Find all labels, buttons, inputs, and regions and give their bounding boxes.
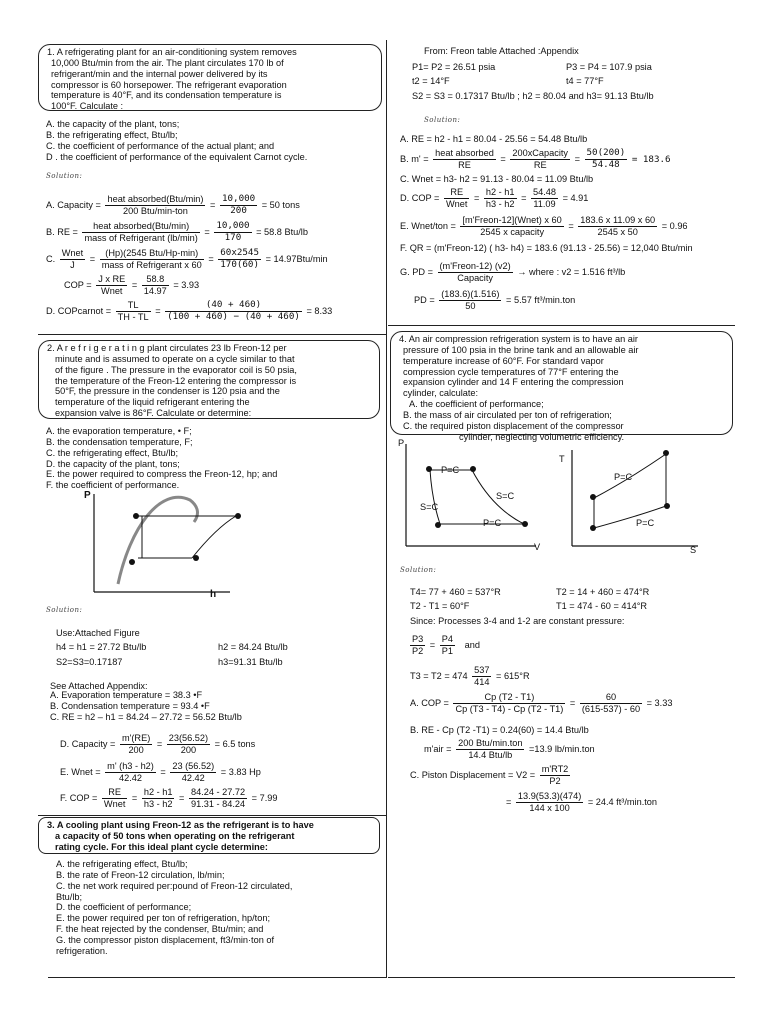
section-divider [38, 815, 386, 816]
problem-4-item: A. the coefficient of performance; [409, 399, 544, 410]
pv-diagram [396, 438, 546, 556]
numerator: 10,000 [216, 220, 250, 231]
fraction [218, 248, 261, 271]
pv-pc-top: P=C [441, 465, 460, 475]
problem-2-line: 50°F, the pressure in the condenser is 120 psia and the [55, 386, 280, 397]
problem-4-line: pressure of 100 psia in the brine tank and an allowable air [403, 344, 639, 355]
denominator: (615-537) - 60 [581, 703, 641, 714]
result: → where : v2 = 1.516 ft³/lb [517, 266, 626, 277]
denominator: h3 - h2 [143, 798, 173, 809]
point-4-marker [590, 494, 596, 500]
numerator: (183.6)(1.516) [441, 289, 500, 299]
p4-solution-b: B. RE - Cp (T2 -T1) = 0.24(60) = 14.4 Btu/lb [410, 725, 589, 735]
numerator: RE [102, 787, 127, 799]
solution-label: Solution: [424, 116, 461, 124]
see-appendix: See Attached Appendix: [50, 681, 148, 691]
denominator: 42.42 [181, 772, 205, 783]
h2-value: h2 = 84.24 Btu/lb [218, 642, 288, 652]
p1-solution-b: B. RE = $\frac{\text{heat absorbed(Btu/min)}}{\text{mass of Refrigerant (lb/min)}}$ = $\frac{10,000}{170}$ = 58.8 Btu/lb [46, 220, 308, 243]
numerator: 84.24 - 27.72 [190, 787, 246, 797]
result: = 615°R [496, 670, 530, 681]
numerator: m'RT2 [541, 764, 569, 774]
compression-line [192, 516, 236, 558]
fraction [165, 300, 302, 323]
point-4-marker [426, 466, 432, 472]
answer-line: A. Evaporation temperature = 38.3 •F [50, 690, 203, 700]
problem-3-item: G. the compressor piston displacement, ft3/min·ton of [56, 935, 275, 946]
numerator: 60x2545 [220, 247, 259, 258]
fraction [116, 300, 151, 323]
p2-solution-d: D. Capacity = $\frac{m'(RE)}{200}$ = $\frac{23(56.52)}{200}$ = 6.5 tons [60, 733, 256, 755]
result: = 24.4 ft³/min.ton [587, 796, 658, 807]
problem-4-item: B. the mass of air circulated per ton of refrigeration; [403, 410, 612, 421]
problem-2-item: C. the refrigerating effect, Btu/lb; [46, 447, 179, 458]
t2-value: t2 = 14°F [412, 76, 450, 86]
problem-4-line: cylinder, calculate: [403, 388, 479, 399]
equation-part: = 474 [444, 670, 468, 681]
fraction [189, 787, 247, 810]
fraction [102, 787, 127, 810]
numerator: 54.48 [533, 187, 556, 197]
ph-diagram [80, 488, 260, 600]
equation-label: A. COP = [410, 697, 449, 708]
denominator: 50 [465, 300, 476, 311]
result: = 7.99 [251, 792, 278, 803]
p1-value: P1= P2 = 26.51 psia [412, 62, 496, 72]
point-2-marker [664, 503, 670, 509]
equation-label: C. [46, 253, 56, 264]
fraction [484, 187, 517, 210]
result: = 0.96 [661, 220, 688, 231]
problem-1-line: refrigerant/min and the internal power delivered by its [51, 68, 268, 79]
fraction [410, 634, 425, 657]
left-isentrope [430, 470, 440, 524]
ts-pc-bottom: P=C [636, 518, 655, 528]
denominator: 54.48 [592, 158, 620, 170]
result: = 5.57 ft³/min.ton [506, 294, 576, 305]
p-axis-label: P [84, 490, 91, 501]
denominator: Wnet [101, 285, 123, 296]
problem-3-items [56, 859, 292, 957]
ts-pc-top: P=C [614, 472, 633, 482]
fraction [440, 634, 455, 657]
t2-value: T2 = 14 + 460 = 474°R [556, 587, 650, 597]
p4-mass-air [424, 738, 595, 761]
denominator: P1 [441, 645, 453, 656]
problem-1-item: D . the coefficient of performance of the equivalent Carnot cycle. [46, 151, 308, 162]
equation-label: T3 = T2 [410, 670, 442, 681]
result: = 4.91 [562, 192, 589, 203]
h-axis-label: h [210, 589, 217, 600]
p3-solution-b: B. m' = $\frac{\text{heat absorbed}}{RE}$ = $\frac{\text{200xCapacity}}{RE}$ = $\frac{50(200)}{54.48}$ = 183.6 [400, 147, 671, 170]
fraction [439, 289, 501, 312]
point-2-marker [522, 521, 528, 527]
problem-4-statement-box [390, 331, 733, 442]
result: = 6.5 tons [214, 738, 256, 749]
problem-1-items [46, 119, 307, 162]
problem-2-line: the temperature of the Freon-12 entering the compressor is [55, 375, 297, 386]
fraction [531, 187, 558, 210]
fraction [585, 148, 628, 171]
denominator: h3 - h2 [485, 198, 515, 209]
problem-3-line: rating cycle. For this ideal plant cycle determine: [55, 841, 268, 852]
numerator: heat absorbed(Btu/min) [82, 221, 199, 233]
fraction [540, 764, 571, 787]
denominator: 170(60) [220, 258, 259, 270]
denominator: P2 [549, 775, 561, 786]
point-3-marker [663, 450, 669, 456]
problem-1-item: A. the capacity of the plant, tons; [46, 119, 180, 129]
fraction [142, 787, 175, 810]
numerator: m'(RE) [121, 733, 151, 743]
fraction [510, 148, 570, 171]
numerator: (m'Freon-12) (v2) [439, 261, 511, 271]
problem-1-line: compressor is 60 horsepower. The refrigerant evaporation [51, 79, 287, 90]
denominator: (100 + 460) − (40 + 460) [167, 310, 300, 322]
p3-solution-d: D. COP = $\frac{RE}{\text{Wnet}}$ = $\frac{h2 - h1}{h3 - h2}$ = $\frac{54.48}{11.09}$ = 4.91 [400, 187, 589, 209]
point-1-marker [129, 559, 135, 565]
denominator: 144 x 100 [529, 802, 570, 813]
fraction [105, 194, 205, 217]
result: = 8.33 [306, 305, 333, 316]
p1-solution-a: A. Capacity = $\frac{\text{heat absorbed(Btu/min)}}{\text{200 Btu/min-ton}}$ = $\frac{10,000}{200}$ = 50 tons [46, 193, 300, 216]
equation-label: F. COP = [60, 792, 98, 803]
equation-label: COP = [64, 279, 92, 290]
fraction [170, 761, 216, 784]
fraction [120, 733, 152, 756]
p2-solution-e: E. Wnet = $\frac{m' (h3 - h2)}{42.42}$ = $\frac{23 (56.52)}{42.42}$ = 3.83 Hp [60, 761, 261, 783]
fraction [438, 261, 513, 284]
denominator: Wnet [445, 198, 468, 209]
p3-solution-f: F. QR = (m'Freon-12) ( h3- h4) = 183.6 (91.13 - 25.56) = 12,040 Btu/min [400, 243, 693, 253]
problem-2-statement-box [38, 340, 380, 419]
fraction [456, 738, 524, 761]
equation-label: E. Wnet = [60, 766, 101, 777]
p3-solution-pd [414, 289, 575, 312]
equation-label: E. Wnet/ton = [400, 220, 456, 231]
problem-3-item: E. the power required per ton of refrigeration, hp/ton; [56, 913, 270, 924]
point-1-marker [590, 525, 596, 531]
pv-v-label: V [534, 542, 541, 552]
p1-solution-cop: COP = $\frac{\text{J x RE}}{\text{Wnet}}$ = $\frac{58.8}{14.97}$ = 3.93 [64, 274, 200, 296]
result: = 3.33 [646, 697, 673, 708]
fraction [60, 248, 85, 271]
numerator: 183.6 x 11.09 x 60 [580, 215, 656, 225]
denominator: 11.09 [533, 198, 556, 209]
ts-t-label: T [559, 454, 565, 464]
denominator: 200 [128, 744, 144, 755]
equation-label: D. COPcarnot = [46, 305, 112, 316]
problem-2-item: B. the condensation temperature, F; [46, 436, 193, 447]
numerator: 60 [580, 692, 642, 704]
numerator: P3 [412, 634, 424, 644]
problem-4-line: temperature increase of 60°F. For standard vapor [403, 355, 604, 366]
dt-value: T2 - T1 = 60°F [410, 601, 470, 611]
problem-4-item: cylinder, neglecting volumetric efficiency. [459, 431, 625, 442]
p4-solution-c [410, 764, 572, 787]
denominator: Wnet [103, 798, 126, 809]
p3-solution-c: C. Wnet = h3- h2 = 91.13 - 80.04 = 11.09 Btu/lb [400, 174, 594, 184]
problem-1-line: 100°F. Calculate : [51, 101, 124, 112]
h3-value: h3=91.31 Btu/lb [218, 657, 283, 667]
problem-1-line: 1. A refrigerating plant for an air-conditioning system removes [47, 47, 297, 57]
numerator: 10,000 [221, 193, 256, 204]
denominator: 200 [180, 744, 197, 755]
solution-label: Solution: [46, 606, 83, 614]
equation-label: A. Capacity = [46, 199, 101, 210]
result: = 3.83 Hp [220, 766, 261, 777]
numerator: 23 (56.52) [172, 761, 215, 771]
solution-label: Solution: [46, 172, 83, 180]
problem-2-item: F. the coefficient of performance. [46, 480, 180, 491]
problem-2-line: minute and is assumed to operate on a cycle similar to that [55, 353, 295, 364]
equation-label: C. Piston Displacement = V2 = [410, 769, 536, 780]
numerator: m' (h3 - h2) [107, 761, 154, 771]
fraction [472, 665, 491, 688]
numerator: h2 - h1 [143, 787, 173, 797]
denominator: TH - TL [117, 311, 149, 322]
pressure-ratio-equation: $\frac{P3}{P2}$ = $\frac{P4}{P1}$ and [412, 634, 480, 656]
conjunction: and [464, 639, 480, 650]
problem-3-line: a capacity of 50 tons when operating on the refrigerant [55, 830, 295, 841]
p3-solution-g [400, 261, 625, 284]
p1-solution-d: D. COPcarnot = $\frac{TL}{TH - TL}$ = $\frac{(40 + 460)}{(100 + 460) - (40 + 460)}$ = 8.33 [46, 299, 333, 322]
denominator: J [70, 259, 75, 270]
ts-s-label: S [690, 545, 697, 555]
denominator: RE [458, 159, 471, 170]
section-divider [38, 334, 386, 335]
denominator: 42.42 [119, 772, 143, 783]
numerator: (40 + 460) [165, 300, 302, 312]
result: = 50 tons [261, 199, 300, 210]
fraction [460, 215, 563, 238]
problem-2-line: 2. A r e f r i g e r a t i n g plant circulates 23 lb Freon-12 per [47, 343, 287, 353]
fraction [105, 761, 156, 784]
fraction [214, 221, 251, 244]
problem-3-item: F. the heat rejected by the condenser, Btu/min; and [56, 924, 264, 935]
denominator: 2545 x capacity [480, 226, 545, 237]
denominator: 91.31 - 84.24 [190, 798, 246, 809]
bottom-rule-right [388, 977, 735, 978]
point-1-marker [435, 522, 441, 528]
p3-solution-e: E. Wnet/ton = $\frac{\text{[m'Freon-12](Wnet) x 60}}{\text{2545 x capacity}}$ = $\frac{183.6 x 11.09 x 60}{2545 x 50}$ = 0.96 [400, 215, 688, 237]
denominator: P2 [412, 645, 424, 656]
low-pressure-line [594, 506, 666, 528]
answer-line: C. RE = h2 – h1 = 84.24 – 27.72 = 56.52 Btu/lb [50, 711, 242, 722]
denominator: mass of Refrigerant x 60 [101, 259, 202, 270]
fraction [580, 692, 642, 715]
fraction [96, 274, 127, 297]
pv-pc-bottom: P=C [483, 518, 502, 528]
h4-value: h4 = h1 = 27.72 Btu/lb [56, 642, 147, 652]
point-2-marker [193, 555, 199, 561]
result: = 14.97Btu/min [265, 253, 328, 264]
denominator: mass of Refrigerant (lb/min) [84, 232, 198, 243]
freon-table-note: From: Freon table Attached :Appendix [424, 46, 579, 56]
t4-value: T4= 77 + 460 = 537°R [410, 587, 501, 597]
pv-p-label: P [398, 438, 405, 448]
denominator: Capacity [457, 272, 493, 283]
problem-3-item: C. the net work required per:pound of Freon-12 circulated, [56, 880, 293, 891]
section-divider [388, 325, 735, 326]
problem-1-item: C. the coefficient of performance of the actual plant; and [46, 140, 275, 151]
problem-2-line: expansion valve is 86°F. Calculate or determine: [55, 408, 252, 419]
problem-4-line: expansion cylinder and 14 F entering the compression [403, 377, 624, 388]
equation-label: B. m' = [400, 153, 429, 164]
numerator: 537 [474, 665, 490, 675]
denominator: 200 [230, 204, 247, 216]
problem-4-item: C. the required piston displacement of the compressor [403, 420, 624, 431]
p2-answers [50, 690, 242, 723]
numerator: RE [444, 187, 469, 199]
result: = 3.93 [173, 279, 200, 290]
pv-sc-right: S=C [496, 491, 515, 501]
fraction [167, 733, 210, 756]
constant-pressure-note: Since: Processes 3-4 and 1-2 are constant pressure: [410, 616, 625, 626]
numerator: (Hp)(2545 Btu/Hp-min) [100, 248, 204, 260]
equation-label: D. COP = [400, 192, 440, 203]
s2-value: S2 = S3 = 0.17317 Btu/lb ; h2 = 80.04 and h3= 91.13 Btu/lb [412, 91, 654, 101]
fraction [453, 692, 565, 715]
fraction [516, 791, 583, 814]
problem-2-line: of the figure . The pressure in the evaporator coil is 50 psia, [55, 364, 297, 375]
problem-3-item: A. the refrigerating effect, Btu/lb; [56, 859, 188, 869]
result: = 183.6 [631, 153, 671, 165]
fraction [444, 187, 469, 210]
numerator: TL [116, 300, 151, 312]
solution-label: Solution: [400, 566, 437, 574]
saturation-dome [118, 497, 197, 584]
numerator: 200xCapacity [512, 148, 569, 158]
p4-solution-a: A. COP = $\frac{Cp (T2 - T1)}{Cp (T3 - T4) - Cp (T2 - T1)}$ = $\frac{60}{(615-537) - 60}$ = 3.33 [410, 692, 673, 714]
denominator: RE [533, 159, 547, 170]
equation-label: m'air = [424, 743, 452, 754]
numerator: 200 Btu/min.ton [458, 738, 523, 748]
problem-2-item: D. the capacity of the plant, tons; [46, 458, 180, 469]
denominator: 170 [224, 231, 242, 243]
numerator: Cp (T2 - T1) [453, 692, 565, 704]
equation-label: PD = [414, 294, 435, 305]
problem-1-line: 10,000 Btu/min from the air. The plant circulates 170 lb of [51, 57, 284, 68]
problem-4-line: compression cycle temperatures of 77°F entering the [403, 366, 619, 377]
bottom-rule-left [48, 977, 386, 978]
problem-3-line: 3. A cooling plant using Freon-12 as the refrigerant is to have [47, 820, 314, 830]
s2-value: S2=S3=0.17187 [56, 657, 123, 667]
denominator: 414 [474, 676, 490, 687]
numerator: [m'Freon-12](Wnet) x 60 [462, 215, 562, 225]
t1-value: T1 = 474 - 60 = 414°R [556, 601, 648, 611]
problem-1-item: B. the refrigerating effect, Btu/lb; [46, 129, 178, 140]
pv-sc-left: S=C [420, 502, 439, 512]
numerator: 13.9(53.3)(474) [517, 791, 582, 801]
problem-2-line: temperature of the liquid refrigerant entering the [55, 397, 250, 408]
t3-equation [410, 665, 530, 688]
p3-value: P3 = P4 = 107.9 psia [566, 62, 652, 72]
denominator: Cp (T3 - T4) - Cp (T2 - T1) [455, 703, 564, 714]
fraction [220, 194, 257, 217]
p4-solution-c-result: = $\frac{13.9(53.3)(474)}{144 x 100}$ = 24.4 ft³/min.ton [506, 791, 658, 813]
denominator: 14.97 [143, 285, 167, 296]
equation-label: G. PD = [400, 266, 433, 277]
numerator: h2 - h1 [485, 187, 515, 197]
point-4-marker [133, 513, 139, 519]
denominator: 14.4 Btu/lb [468, 749, 513, 760]
problem-1-statement-box [38, 44, 382, 111]
numerator: 58.8 [142, 274, 169, 286]
numerator: heat absorbed [435, 148, 494, 158]
problem-2-items [46, 426, 277, 491]
problem-3-statement-box [38, 817, 380, 854]
numerator: 23(56.52) [168, 733, 209, 743]
fraction [578, 215, 657, 238]
problem-2-item: A. the evaporation temperature, • F; [46, 426, 192, 436]
fraction [100, 248, 204, 271]
problem-3-item: D. the coefficient of performance; [56, 902, 192, 913]
t4-value: t4 = 77°F [566, 76, 604, 86]
denominator: 200 Btu/min-ton [123, 205, 188, 216]
problem-3-item: Btu/lb; [56, 891, 83, 902]
fraction [82, 221, 199, 244]
numerator: Wnet [61, 248, 84, 258]
p2-solution-f: F. COP = $\frac{RE}{\text{Wnet}}$ = $\frac{h2 - h1}{h3 - h2}$ = $\frac{84.24 - 27.72}{91.31 - 84.24}$ = 7.99 [60, 787, 278, 809]
equation-label: B. RE = [46, 226, 78, 237]
problem-4-line: 4. An air compression refrigeration system is to have an air [399, 334, 638, 344]
p3-solution-a: A. RE = h2 - h1 = 80.04 - 25.56 = 54.48 Btu/lb [400, 134, 588, 144]
problem-1-line: temperature is 40°F, and its condensation temperature is [51, 90, 282, 101]
ts-diagram [560, 446, 710, 556]
problem-2-item: E. the power required to compress the Freon-12, hp; and [46, 469, 278, 480]
p1-solution-c: C. $\frac{\text{Wnet}}{J}$ = $\frac{\text{(Hp)(2545 Btu/Hp-min)}}{\text{mass of Refrigerant x 60}}$ = $\frac{60x2545}{170(60)}$ = 14.97Btu/min [46, 247, 328, 270]
fraction [142, 274, 169, 297]
use-figure-note: Use:Attached Figure [56, 628, 140, 638]
numerator: 50(200) [586, 147, 626, 158]
point-3-marker [470, 466, 476, 472]
point-3-marker [235, 513, 241, 519]
column-divider [386, 40, 387, 978]
problem-3-item: refrigeration. [56, 945, 108, 956]
equation-label: D. Capacity = [60, 738, 116, 749]
denominator: 2545 x 50 [597, 226, 638, 237]
numerator: P4 [441, 634, 453, 644]
answer-line: B. Condensation temperature = 93.4 •F [50, 700, 210, 711]
result: =13.9 lb/min.ton [529, 743, 595, 754]
numerator: heat absorbed(Btu/min) [107, 194, 204, 204]
result: = 58.8 Btu/lb [256, 226, 308, 237]
problem-3-item: B. the rate of Freon-12 circulation, lb/min; [56, 869, 225, 880]
fraction [433, 148, 496, 171]
numerator: J x RE [98, 274, 126, 284]
